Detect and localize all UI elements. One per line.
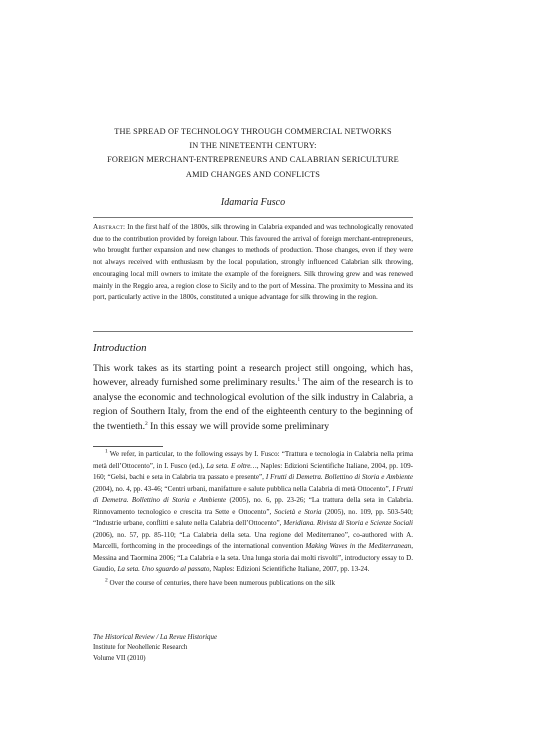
footnote-text: , Messina and Taormina 2006; “La Calabria e la seta. Una lunga storia dai molti risvolti”, introductory essay to D. Gaudio, <box>93 542 413 574</box>
footnote-text: (2005), no. 109, pp. 503-540; “Industrie urbane, conflitti e salute nella Calabria dell’Ottocento”, <box>93 507 413 528</box>
footnote-2 <box>93 578 413 590</box>
title-line-4: AMID CHANGES AND CONFLICTS <box>185 169 321 179</box>
footnote-ref-2[interactable]: 2 <box>144 420 148 427</box>
footnote-italic-text: La seta. Uno sguardo al passato <box>117 565 210 574</box>
body-text-3: In this essay we will provide some preliminary <box>147 420 330 432</box>
body-text-1: This work takes as its starting point a research project still ongoing, which has, however, already furnished some preliminary results. <box>93 363 413 389</box>
title-line-2: IN THE NINETEENTH CENTURY: <box>189 141 317 151</box>
footnote-italic-text: La seta. E oltre… <box>206 461 257 470</box>
footnote-text: (2005), no. 6, pp. 23-26; “La trattura della seta in Calabria. Rinnovamento tecnologico e crescita tra Sette e Ottocento”, <box>93 496 413 516</box>
footnote-ref-1[interactable]: 1 <box>297 377 301 384</box>
footer-journal: The Historical Review / La Revue Historique <box>93 634 218 641</box>
title-line-1: THE SPREAD OF TECHNOLOGY THROUGH COMMERCIAL NETWORKS <box>114 127 392 136</box>
footnote-1 <box>93 449 413 576</box>
abstract-top-rule <box>93 217 413 218</box>
section-heading: Introduction <box>93 342 147 354</box>
footer-volume: Volume VII (2010) <box>93 654 146 662</box>
footnote-text: We refer, in particular, to the following essays by I. Fusco: “Trattura e tecnologia in Calabria nella prima metà dell’Ottocento”, in I. Fusco (ed.), <box>93 450 413 470</box>
abstract-bottom-rule <box>93 331 413 332</box>
footnote-number: 1 <box>105 448 108 455</box>
author-name: Idamaria Fusco <box>220 197 286 208</box>
article-title <box>93 125 413 182</box>
body-text-2: The aim of the research is to analyse the economic and technological evolution of the silk industry in Calabria, a region of Southern Italy, from the end of the eighteenth century to the beginning of the twentieth. <box>93 377 413 432</box>
abstract <box>93 222 413 304</box>
page-footer <box>93 633 217 664</box>
footnote-text: (2006), no. 57, pp. 85-110; “La Calabria della seta. Una regione del Mediterraneo”, co-authored with A. Marcelli, forthcoming in the proceedings of the international convention <box>93 530 413 551</box>
footnote-number: 2 <box>105 577 108 584</box>
footnote-italic-text: Società e Storia <box>274 507 322 516</box>
footer-institute: Institute for Neohellenic Research <box>93 644 188 652</box>
footnote-italic-text: I Frutti di Demetra. Bollettino di Storia e Ambiente <box>93 484 413 505</box>
footnote-italic-text: Making Waves in the Mediterranean <box>305 542 412 551</box>
abstract-text: In the first half of the 1800s, silk throwing in Calabria expanded and was technologically renovated due to the contribution provided by foreign labour. This favoured the arrival of foreign merchant-entrepreneurs, who brought further expansion and new changes to methods of production. Those changes, even if they were not always received with enthusiasm by the local population, strongly influenced Calabrian silk throwing, encouraging local mill owners to imitate the example of the foreigners. Silk throwing grew and was renewed mainly in the Reggio area, a region close to Sicily and to the port of Messina. The proximity to Messina and its port, particularly active in the 1800s, constituted a unique advantage for silk throwing in the region. <box>93 223 413 302</box>
footnote-text: Over the course of centuries, there have been numerous publications on the silk <box>107 579 336 588</box>
abstract-label: Abstract: <box>93 223 126 231</box>
footnote-text: , Naples: Edizioni Scientifiche Italiane, 2007, pp. 13-24. <box>209 565 370 574</box>
title-line-3: FOREIGN MERCHANT-ENTREPRENEURS AND CALABRIAN SERICULTURE <box>107 155 399 165</box>
footnote-rule <box>93 446 163 447</box>
footnote-italic-text: I Frutti di Demetra. Bollettino di Storia e Ambiente <box>265 473 413 482</box>
footnote-text: (2004), no. 4, pp. 43-46; “Centri urbani, manifatture e salute pubblica nella Calabria di metà Ottocento”, <box>93 484 393 493</box>
footnotes <box>93 449 413 590</box>
footnote-italic-text: Meridiana. Rivista di Storia e Scienze Sociali <box>283 519 413 528</box>
body-paragraph <box>93 362 413 434</box>
footnote-text: , Naples: Edizioni Scientifiche Italiane, 2004, pp. 109-160; “Gelsi, bachi e seta in Calabria tra passato e presente”, <box>93 461 413 482</box>
